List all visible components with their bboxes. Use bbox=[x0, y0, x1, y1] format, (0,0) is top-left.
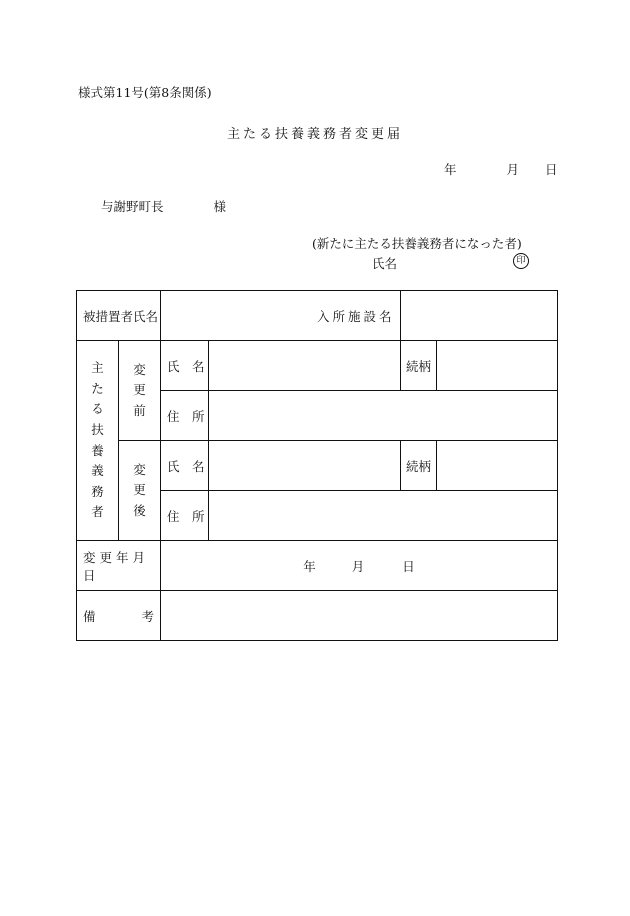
after-relationship-label: 続柄 bbox=[401, 441, 437, 491]
before-relationship-field[interactable] bbox=[437, 341, 558, 391]
facility-field[interactable] bbox=[402, 291, 556, 339]
seal-mark: 印 bbox=[513, 253, 529, 269]
after-address-label: 住 所 bbox=[161, 491, 209, 541]
before-address-label: 住 所 bbox=[161, 391, 209, 441]
before-relationship-label: 続柄 bbox=[401, 341, 437, 391]
applicant-note: (新たに主たる扶養義務者になった者) bbox=[312, 236, 522, 251]
support-obligor-group-label: 主 た る 扶 養 義 務 者 bbox=[77, 341, 119, 541]
facility-divider bbox=[400, 290, 401, 340]
remarks-label: 備 考 bbox=[77, 591, 161, 641]
facility-label: 入所施設名 bbox=[317, 309, 395, 324]
form-number: 様式第11号(第8条関係) bbox=[78, 85, 212, 100]
addressee: 与謝野町長 様 bbox=[101, 199, 227, 214]
change-day-label: 日 bbox=[402, 558, 415, 574]
document-title: 主たる扶養義務者変更届 bbox=[226, 127, 403, 142]
after-address-field[interactable] bbox=[209, 491, 558, 541]
after-relationship-field[interactable] bbox=[437, 441, 558, 491]
change-date-field[interactable] bbox=[161, 541, 558, 591]
after-name-label: 氏 名 bbox=[161, 441, 209, 491]
remarks-field[interactable] bbox=[161, 591, 558, 641]
date-day-label: 日 bbox=[545, 162, 558, 177]
date-month-label: 月 bbox=[506, 162, 520, 177]
before-change-label: 変 更 前 bbox=[119, 341, 161, 441]
before-address-field[interactable] bbox=[209, 391, 558, 441]
before-name-field[interactable] bbox=[209, 341, 401, 391]
before-name-label: 氏 名 bbox=[161, 341, 209, 391]
change-month-label: 月 bbox=[351, 558, 365, 574]
after-change-label: 変 更 後 bbox=[119, 441, 161, 541]
after-name-field[interactable] bbox=[209, 441, 401, 491]
submission-date bbox=[444, 160, 558, 178]
applicant-name-label: 氏名 bbox=[372, 256, 398, 271]
date-year-label: 年 bbox=[444, 162, 457, 177]
subject-name-label: 被措置者氏名 bbox=[77, 291, 161, 341]
change-year-label: 年 bbox=[303, 558, 316, 574]
change-date-label: 変更年月日 bbox=[77, 541, 161, 591]
change-form-table bbox=[76, 290, 558, 641]
